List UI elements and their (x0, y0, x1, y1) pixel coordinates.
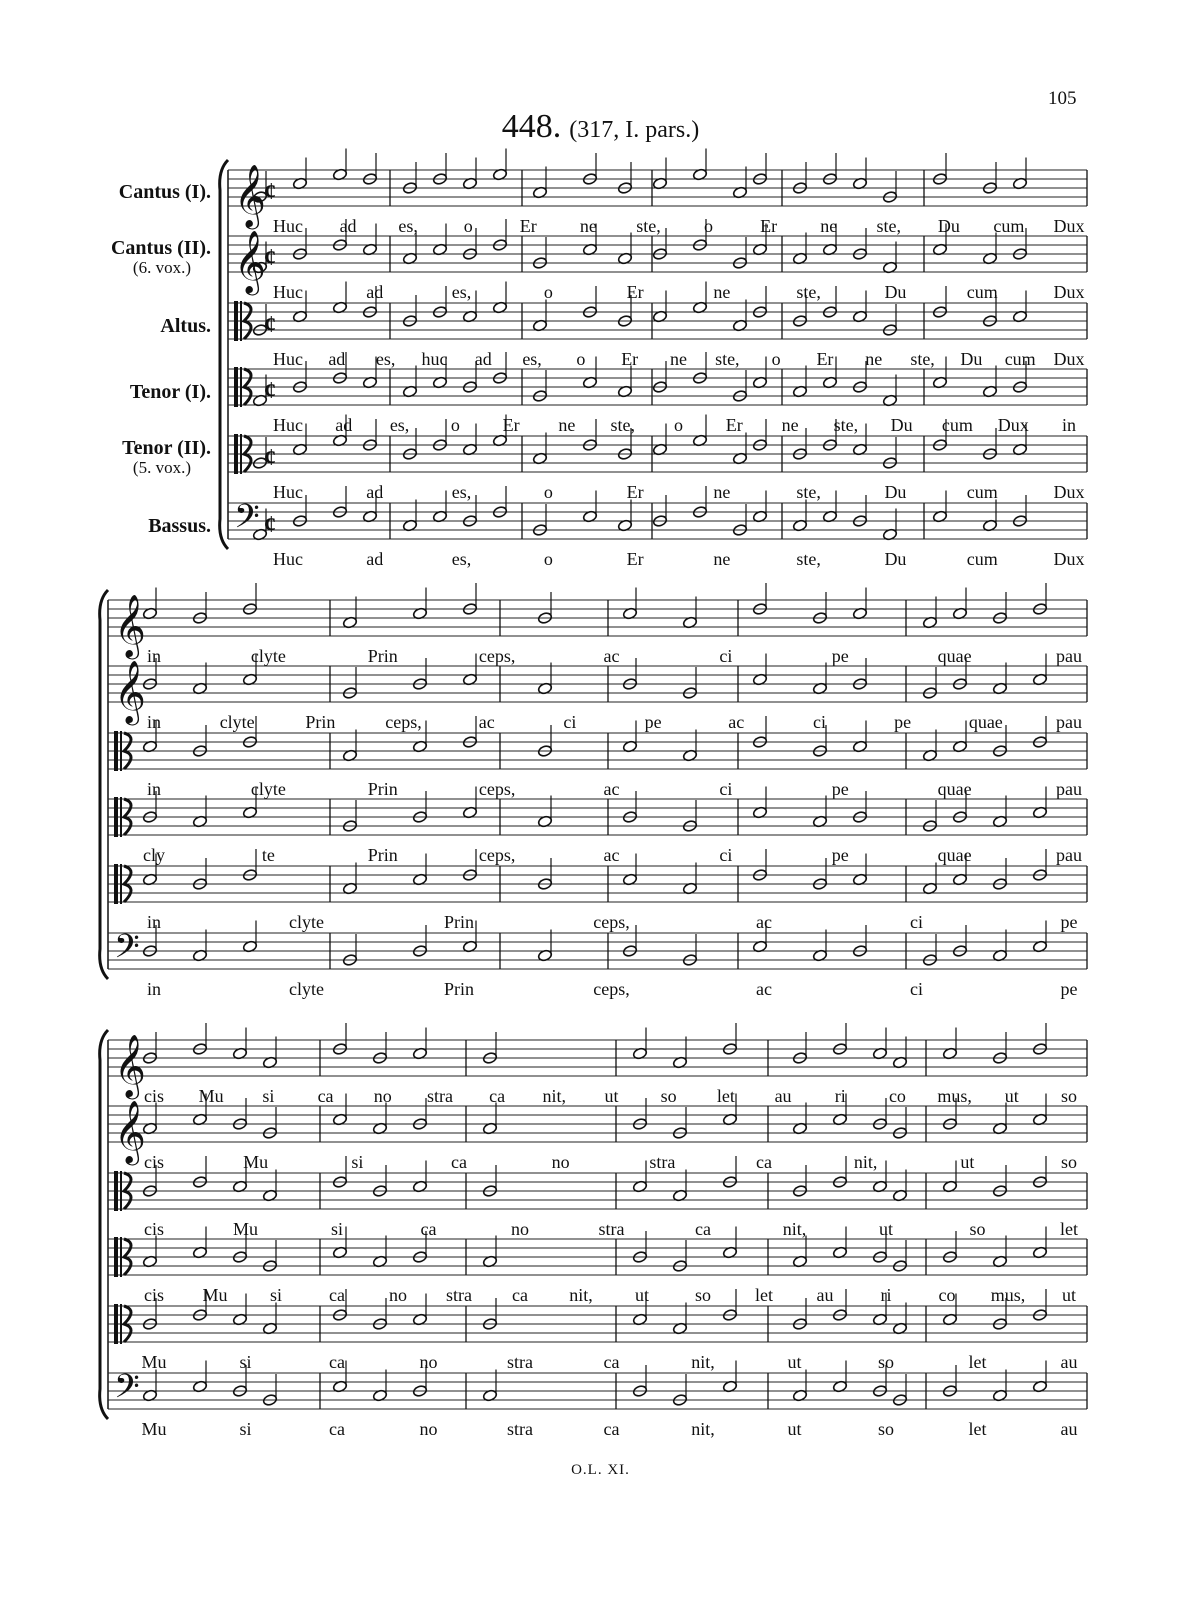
lyric-syllable: no (373, 1086, 392, 1106)
lyric-syllable: o (543, 282, 553, 302)
voice-name-sub: (5. vox.) (132, 458, 191, 477)
lyric-syllable: pe (894, 712, 912, 732)
lyric-syllable: let (968, 1419, 987, 1439)
lyric-syllable: ad (474, 349, 492, 369)
lyric-syllable: es, (451, 282, 472, 302)
lyric-syllable: ne (558, 415, 576, 435)
piece-subtitle: (317, I. pars.) (569, 117, 700, 143)
lyric-syllable: Er (502, 415, 520, 435)
alto-clef-icon (234, 434, 238, 474)
lyric-syllable: o (463, 216, 473, 236)
alto-clef-icon (234, 301, 238, 341)
lyric-syllable: ad (335, 415, 353, 435)
lyric-syllable: Mu (141, 1419, 167, 1439)
lyric-syllable: ut (960, 1152, 975, 1172)
alto-clef-icon (240, 301, 242, 341)
lyric-syllable: o (674, 415, 683, 435)
piece-number: 448. (501, 108, 562, 145)
lyric-syllable: ad (339, 216, 357, 236)
voice-name-label: Tenor (II). (122, 437, 211, 459)
lyric-syllable: Huc (273, 349, 303, 369)
lyric-syllable: so (969, 1219, 986, 1239)
lyric-syllable: Huc (273, 282, 303, 302)
lyric-syllable: so (1060, 1086, 1078, 1106)
lyric-syllable: ca (489, 1086, 506, 1106)
treble-clef-icon: 𝄞 (114, 662, 146, 722)
lyric-syllable: ceps, (593, 979, 630, 999)
lyric-syllable: pau (1056, 845, 1082, 865)
voice-name-label: Cantus (I). (118, 181, 211, 203)
lyric-syllable: so (660, 1086, 677, 1106)
bass-clef-icon: 𝄢 (114, 1368, 140, 1413)
lyric-syllable: ne (865, 349, 883, 369)
lyric-syllable: pau (1056, 712, 1082, 732)
lyric-syllable: in (146, 912, 162, 932)
cut-time-icon: ¢ (264, 378, 276, 404)
lyric-syllable: pe (644, 712, 662, 732)
voice-name-label: Cantus (II). (110, 237, 211, 259)
lyric-syllable: stra (446, 1285, 472, 1305)
lyric-syllable: es, (451, 549, 472, 569)
lyric-syllable: no (511, 1219, 529, 1239)
lyric-syllable: ac (756, 979, 772, 999)
treble-clef-icon: 𝄞 (234, 166, 266, 226)
lyric-syllable: ste, (796, 482, 821, 502)
lyric-syllable: ca (317, 1086, 334, 1106)
lyric-syllable: ad (366, 549, 384, 569)
lyric-syllable: Dux (1053, 482, 1085, 502)
lyric-syllable: ne (820, 216, 838, 236)
bass-clef-icon: 𝄢 (234, 498, 260, 543)
lyric-syllable: ut (604, 1086, 619, 1106)
lyric-syllable: Huc (273, 415, 303, 435)
lyric-syllable: nit, (691, 1419, 715, 1439)
lyric-syllable: ac (603, 845, 620, 865)
lyric-syllable: ci (910, 979, 923, 999)
lyric-syllable: Du (884, 482, 907, 502)
lyric-syllable: Du (937, 216, 960, 236)
alto-clef-icon (120, 864, 122, 904)
lyric-syllable: ne (713, 282, 731, 302)
lyric-syllable: ri (880, 1285, 892, 1305)
lyric-syllable: cum (966, 549, 998, 569)
lyric-syllable: ste, (796, 282, 821, 302)
lyric-syllable: no (419, 1419, 438, 1439)
lyric-syllable: si (262, 1086, 275, 1106)
lyric-syllable: Dux (1053, 349, 1085, 369)
lyric-syllable: huc (421, 349, 448, 369)
lyric-syllable: so (877, 1419, 895, 1439)
lyric-syllable: es, (398, 216, 418, 236)
lyric-syllable: Dux (1053, 549, 1085, 569)
lyric-syllable: o (543, 482, 553, 502)
lyric-syllable: ci (719, 779, 733, 799)
lyric-syllable: au (774, 1086, 792, 1106)
voice-name-label: Bassus. (148, 515, 211, 537)
treble-clef-icon: 𝄞 (114, 596, 146, 656)
lyric-syllable: ca (329, 1285, 345, 1305)
lyric-syllable: si (269, 1285, 283, 1305)
lyric-syllable: cum (941, 415, 973, 435)
lyric-syllable: Mu (198, 1086, 224, 1106)
lyric-syllable: ci (719, 845, 733, 865)
lyric-syllable: pau (1056, 779, 1082, 799)
lyric-syllable: nit, (542, 1086, 567, 1106)
lyric-syllable: o (450, 415, 460, 435)
lyric-syllable: clyte (250, 779, 286, 799)
lyric-syllable: no (419, 1352, 438, 1372)
lyric-syllable: pe (1060, 979, 1078, 999)
lyric-syllable: ca (451, 1152, 467, 1172)
lyric-syllable: es, (522, 349, 542, 369)
lyric-syllable: in (146, 646, 162, 666)
lyric-syllable: ac (756, 912, 772, 932)
lyric-syllable: o (543, 549, 553, 569)
system-bracket (220, 160, 228, 549)
lyric-syllable: ut (634, 1285, 650, 1305)
lyric-syllable: pe (831, 845, 849, 865)
lyric-syllable: ste, (910, 349, 935, 369)
lyric-syllable: cum (993, 216, 1025, 236)
alto-clef-icon (240, 367, 242, 407)
lyric-syllable: ste, (796, 549, 821, 569)
treble-clef-icon: 𝄞 (114, 1102, 146, 1162)
lyric-syllable: quae (937, 779, 972, 799)
lyric-syllable: Er (816, 349, 834, 369)
lyric-syllable: au (1060, 1419, 1078, 1439)
lyric-syllable: ut (1004, 1086, 1019, 1106)
lyric-syllable: in (1061, 415, 1077, 435)
lyric-syllable: ri (834, 1086, 846, 1106)
lyric-syllable: Prin (367, 646, 398, 666)
cut-time-icon: ¢ (264, 512, 276, 538)
lyric-syllable: stra (507, 1419, 533, 1439)
cut-time-icon: ¢ (264, 312, 276, 338)
lyric-syllable: Er (626, 549, 644, 569)
lyric-syllable: clyte (219, 712, 255, 732)
lyric-syllable: clyte (289, 912, 324, 932)
lyric-syllable: nit, (782, 1219, 807, 1239)
lyric-syllable: si (330, 1219, 344, 1239)
lyric-syllable: no (551, 1152, 570, 1172)
lyric-syllable: si (239, 1352, 252, 1372)
lyric-syllable: Mu (243, 1152, 269, 1172)
bass-clef-icon: 𝄢 (114, 928, 140, 973)
lyric-syllable: cis (144, 1086, 164, 1106)
lyric-syllable: let (716, 1086, 735, 1106)
lyric-syllable: mus, (990, 1285, 1026, 1305)
lyric-syllable: ci (719, 646, 733, 666)
lyric-syllable: no (389, 1285, 407, 1305)
lyric-syllable: Er (621, 349, 639, 369)
lyric-syllable: ad (366, 482, 384, 502)
lyric-syllable: Huc (273, 549, 303, 569)
lyric-syllable: pe (831, 779, 849, 799)
footer-signature: O.L. XI. (571, 1462, 630, 1478)
lyric-syllable: pe (831, 646, 849, 666)
lyric-syllable: ci (563, 712, 577, 732)
lyric-syllable: Dux (1053, 282, 1085, 302)
lyric-syllable: mus, (937, 1086, 972, 1106)
lyric-syllable: ut (787, 1352, 802, 1372)
lyric-syllable: stra (426, 1086, 453, 1106)
lyric-syllable: ca (329, 1352, 345, 1372)
lyric-syllable: stra (649, 1152, 676, 1172)
lyric-syllable: ut (878, 1219, 894, 1239)
lyric-syllable: so (694, 1285, 712, 1305)
lyric-syllable: clyte (250, 646, 286, 666)
lyric-syllable: ca (603, 1352, 620, 1372)
lyric-syllable: ac (603, 646, 620, 666)
lyric-syllable: quae (937, 845, 972, 865)
lyric-syllable: ste, (876, 216, 902, 236)
alto-clef-icon (114, 1304, 118, 1344)
lyric-syllable: nit, (853, 1152, 878, 1172)
lyric-syllable: so (1060, 1152, 1078, 1172)
lyric-syllable: stra (507, 1352, 533, 1372)
lyric-syllable: Dux (1053, 216, 1085, 236)
lyric-syllable: ca (512, 1285, 528, 1305)
alto-clef-icon (114, 864, 118, 904)
lyric-syllable: cis (144, 1152, 164, 1172)
lyric-syllable: ne (579, 216, 597, 236)
lyric-syllable: Prin (443, 912, 475, 932)
lyric-syllable: in (146, 979, 162, 999)
lyric-syllable: pe (1060, 912, 1078, 932)
lyric-syllable: si (351, 1152, 364, 1172)
lyric-syllable: let (1060, 1219, 1078, 1239)
system-bracket (100, 590, 108, 979)
alto-clef-icon (114, 1237, 118, 1277)
lyric-syllable: ne (713, 482, 731, 502)
lyric-syllable: o (704, 216, 714, 236)
cut-time-icon: ¢ (264, 445, 276, 471)
lyric-syllable: cis (144, 1219, 164, 1239)
lyric-syllable: Mu (141, 1352, 167, 1372)
lyric-syllable: au (1060, 1352, 1078, 1372)
treble-clef-icon: 𝄞 (234, 232, 266, 292)
lyric-syllable: o (771, 349, 781, 369)
lyric-syllable: Mu (202, 1285, 228, 1305)
alto-clef-icon (120, 731, 122, 771)
lyric-syllable: ne (781, 415, 799, 435)
lyric-syllable: Er (760, 216, 778, 236)
lyric-syllable: cum (966, 482, 998, 502)
alto-clef-icon (114, 1171, 118, 1211)
lyric-syllable: ca (329, 1419, 345, 1439)
alto-clef-icon (120, 1171, 122, 1211)
lyric-syllable: ca (756, 1152, 772, 1172)
lyric-syllable: Huc (273, 216, 303, 236)
voice-name-label: Altus. (160, 315, 211, 337)
lyric-syllable: quae (937, 646, 972, 666)
lyric-syllable: es, (451, 482, 472, 502)
lyric-syllable: Du (960, 349, 983, 369)
lyric-syllable: ad (366, 282, 384, 302)
lyric-syllable: ste, (833, 415, 859, 435)
lyric-syllable: Du (884, 282, 907, 302)
lyric-syllable: cum (966, 282, 998, 302)
alto-clef-icon (120, 797, 122, 837)
lyric-syllable: Du (890, 415, 913, 435)
lyric-syllable: ac (478, 712, 495, 732)
lyric-syllable: ca (603, 1419, 620, 1439)
lyric-syllable: Prin (443, 979, 475, 999)
voice-name-label: Tenor (I). (129, 381, 211, 403)
system-bracket (100, 1030, 108, 1419)
alto-clef-icon (240, 434, 242, 474)
lyric-syllable: quae (968, 712, 1003, 732)
lyric-syllable: ste, (715, 349, 740, 369)
lyric-syllable: ca (420, 1219, 437, 1239)
lyric-syllable: te (261, 845, 275, 865)
alto-clef-icon (120, 1304, 122, 1344)
lyric-syllable: ste, (610, 415, 635, 435)
page-number: 105 (1048, 88, 1077, 109)
lyric-syllable: Er (626, 282, 644, 302)
lyric-syllable: co (938, 1285, 956, 1305)
alto-clef-icon (114, 731, 118, 771)
lyric-syllable: ceps, (478, 646, 516, 666)
lyric-syllable: cly (143, 845, 165, 865)
lyric-syllable: Er (725, 415, 743, 435)
lyric-syllable: Prin (305, 712, 336, 732)
cut-time-icon: ¢ (264, 245, 276, 271)
lyric-syllable: ne (670, 349, 687, 369)
treble-clef-icon: 𝄞 (114, 1036, 146, 1096)
lyric-syllable: ca (695, 1219, 711, 1239)
lyric-syllable: nit, (691, 1352, 715, 1372)
lyric-syllable: cis (144, 1285, 164, 1305)
alto-clef-icon (114, 797, 118, 837)
lyric-syllable: ceps, (593, 912, 630, 932)
lyric-syllable: Huc (273, 482, 303, 502)
lyric-syllable: Er (626, 482, 644, 502)
lyric-syllable: o (576, 349, 586, 369)
lyric-syllable: au (816, 1285, 834, 1305)
lyric-syllable: Prin (367, 845, 398, 865)
lyric-syllable: Prin (367, 779, 398, 799)
lyric-syllable: co (888, 1086, 906, 1106)
lyric-syllable: let (968, 1352, 987, 1372)
lyric-syllable: ste, (636, 216, 661, 236)
lyric-syllable: clyte (289, 979, 324, 999)
lyric-syllable: es, (375, 349, 396, 369)
lyric-syllable: in (146, 712, 162, 732)
lyric-syllable: ut (787, 1419, 802, 1439)
lyric-syllable: es, (389, 415, 410, 435)
lyric-syllable: ut (1061, 1285, 1077, 1305)
lyric-syllable: cum (1004, 349, 1036, 369)
lyric-syllable: ceps, (478, 845, 516, 865)
lyric-syllable: Mu (232, 1219, 259, 1239)
lyric-syllable: pau (1056, 646, 1082, 666)
lyric-syllable: in (146, 779, 162, 799)
lyric-syllable: stra (598, 1219, 625, 1239)
voice-name-sub: (6. vox.) (132, 258, 191, 277)
lyric-syllable: ci (812, 712, 826, 732)
lyric-syllable: Du (884, 549, 907, 569)
lyric-syllable: so (877, 1352, 895, 1372)
lyric-syllable: Er (519, 216, 537, 236)
lyric-syllable: ac (728, 712, 745, 732)
lyric-syllable: ad (328, 349, 346, 369)
lyric-syllable: ceps, (478, 779, 516, 799)
lyric-syllable: ne (713, 549, 731, 569)
cut-time-icon: ¢ (264, 179, 276, 205)
lyric-syllable: ceps, (385, 712, 422, 732)
alto-clef-icon (234, 367, 238, 407)
lyric-syllable: ci (910, 912, 923, 932)
lyric-syllable: Dux (997, 415, 1029, 435)
alto-clef-icon (120, 1237, 122, 1277)
lyric-syllable: let (755, 1285, 773, 1305)
lyric-syllable: nit, (569, 1285, 593, 1305)
lyric-syllable: ac (603, 779, 620, 799)
lyric-syllable: si (239, 1419, 252, 1439)
